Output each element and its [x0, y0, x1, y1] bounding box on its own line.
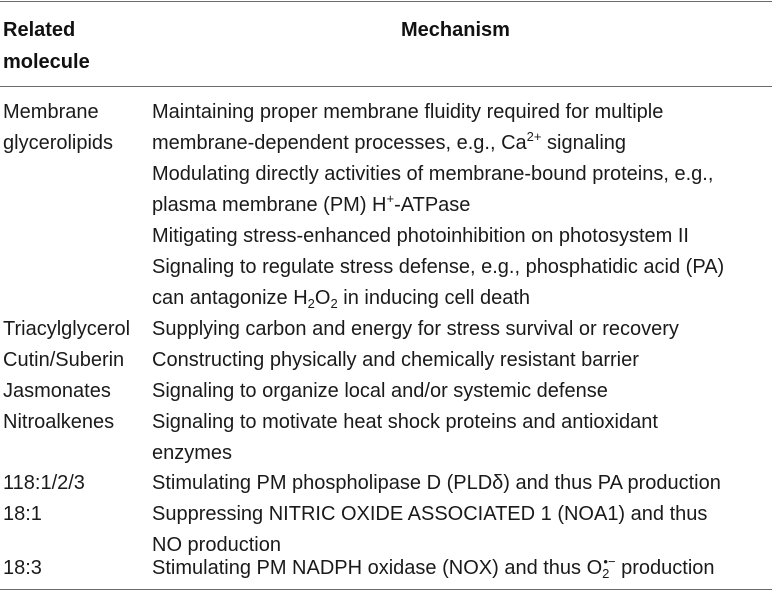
mechanism-text: -ATPase	[394, 194, 471, 216]
subscript: 2	[307, 296, 315, 311]
superscript: •−	[603, 554, 616, 569]
row-molecule: 18:1	[3, 503, 42, 525]
row-mechanism	[152, 97, 724, 314]
mechanism-line	[152, 128, 724, 159]
row-molecule: Triacylglycerol	[3, 318, 131, 340]
row-mechanism: Constructing physically and chemically resistant barrier	[152, 349, 639, 371]
row-mechanism	[152, 553, 715, 584]
table-bottom-rule	[0, 589, 772, 590]
row-mechanism	[152, 407, 658, 469]
subscript: 2	[330, 296, 338, 311]
molecule-line: glycerolipids	[3, 132, 114, 154]
mechanism-line: Mitigating stress-enhanced photoinhibition on photosystem II	[152, 225, 689, 247]
mechanism-line: Signaling to regulate stress defense, e.g., phosphatidic acid (PA)	[152, 256, 725, 278]
mechanism-text: signaling	[541, 132, 627, 154]
row-molecule: 118:1/2/3	[3, 472, 85, 494]
mechanism-line	[152, 283, 724, 314]
header-line: molecule	[3, 51, 90, 73]
row-molecule: Cutin/Suberin	[3, 349, 125, 371]
mechanism-text: membrane-dependent processes, e.g., Ca	[152, 132, 527, 154]
row-molecule: Nitroalkenes	[3, 411, 115, 433]
mechanism-text: production	[615, 557, 715, 579]
mechanism-text: in inducing cell death	[337, 287, 531, 309]
header-rule	[0, 86, 772, 87]
mechanism-line: Modulating directly activities of membrane-bound proteins, e.g.,	[152, 163, 714, 185]
row-molecule: 18:3	[3, 557, 42, 579]
mechanism-line: NO production	[152, 534, 281, 556]
molecule-line: Membrane	[3, 101, 99, 123]
mechanism-text: Stimulating PM NADPH oxidase (NOX) and thus O	[152, 557, 603, 579]
row-mechanism	[152, 499, 707, 561]
row-molecule: Jasmonates	[3, 380, 111, 402]
mechanism-line: enzymes	[152, 442, 233, 464]
mechanism-text: O	[314, 287, 331, 309]
column-header-mechanism: Mechanism	[401, 19, 510, 41]
row-mechanism: Supplying carbon and energy for stress survival or recovery	[152, 318, 679, 340]
mechanism-line: Suppressing NITRIC OXIDE ASSOCIATED 1 (NOA1) and thus	[152, 503, 708, 525]
mechanism-line	[152, 190, 724, 221]
header-line: Related	[3, 19, 76, 41]
superscript: 2+	[526, 129, 542, 144]
mechanism-text: plasma membrane (PM) H	[152, 194, 387, 216]
table-top-rule	[0, 1, 772, 2]
mechanism-text: can antagonize H	[152, 287, 308, 309]
superscript: +	[386, 191, 395, 206]
column-header-related-molecule	[3, 14, 90, 78]
subscript: 2	[602, 566, 610, 581]
row-molecule	[3, 97, 113, 159]
mechanism-line: Signaling to motivate heat shock proteins and antioxidant	[152, 411, 658, 433]
row-mechanism: Stimulating PM phospholipase D (PLDδ) and thus PA production	[152, 472, 721, 494]
mechanism-line: Maintaining proper membrane fluidity required for multiple	[152, 101, 664, 123]
row-mechanism: Signaling to organize local and/or systemic defense	[152, 380, 608, 402]
